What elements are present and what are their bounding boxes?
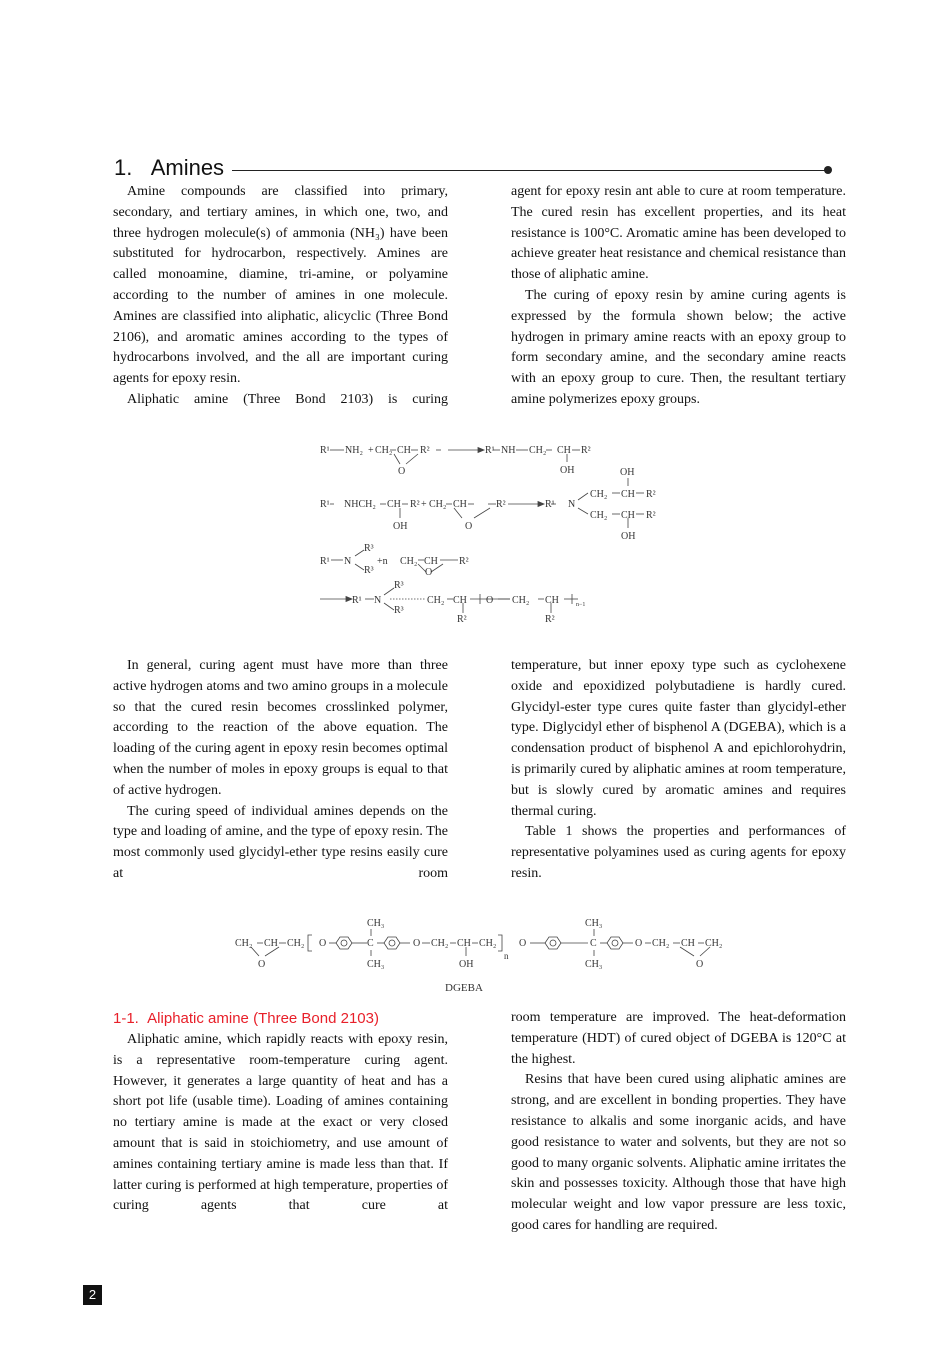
formula-label: R² <box>545 614 555 625</box>
formula-label: CH <box>453 595 467 606</box>
formula-label: +n <box>377 556 388 567</box>
formula-label: O <box>319 938 327 949</box>
formula-label: CH₃ <box>367 959 385 970</box>
dgeba-caption: DGEBA <box>445 982 483 994</box>
paragraph: The curing of epoxy resin by amine curing agents is expressed by the formula shown below; the active hydrogen in primary amine reacts with an epoxy group to form secondary amine, and the secondary amine reacts with an epoxy group to cure. Then, the resultant tertiary amine polymerizes epoxy groups. <box>511 287 846 407</box>
formula-label: R¹ <box>320 499 330 510</box>
middle-column-right <box>511 656 846 885</box>
formula-label: CH <box>545 595 559 606</box>
formula-label: O <box>696 959 704 970</box>
formula-label: CH₂ <box>375 445 393 456</box>
formula-label: R² <box>646 510 656 521</box>
formula-label: + <box>421 499 427 510</box>
formula-label: R³ <box>364 543 374 554</box>
formula-label: n <box>504 951 509 961</box>
section-heading <box>114 154 836 182</box>
paragraph: agent for epoxy resin ant able to cure at room temperature. The cured resin has excellent properties, and its heat resistance is 100°C. Aromatic amine has been developed to achieve greater heat resistance and chemical resistance than those of aliphatic amine. <box>511 184 846 283</box>
formula-label: CH₃ <box>585 918 603 929</box>
dgeba-structure <box>230 914 735 976</box>
formula-label: N <box>568 499 576 510</box>
formula-label: R¹ <box>352 595 362 606</box>
paragraph: room temperature are improved. The heat-deformation temperature (HDT) of cured object of DGEBA is 120°C at the highest. <box>511 1010 846 1067</box>
formula-label: CH₂ <box>400 556 418 567</box>
formula-label: CH₃ <box>367 918 385 929</box>
formula-label: CH <box>457 938 471 949</box>
formula-label: OH <box>621 531 636 542</box>
paragraph: Aliphatic amine (Three Bond 2103) is curing <box>127 391 448 407</box>
formula-label: CH <box>621 489 635 500</box>
formula-label: O <box>258 959 266 970</box>
formula-label: CH₂ <box>529 445 547 456</box>
formula-label: C <box>367 938 374 949</box>
formula-label: CH <box>621 510 635 521</box>
formula-label: R² <box>457 614 467 625</box>
intro-column-left <box>113 182 448 411</box>
formula-label: CH₂ <box>429 499 447 510</box>
paragraph: Resins that have been cured using aliphatic amines are strong, and are excellent in bonding properties. They have resistance to alkalis and some inorganic acids, and have good resistance to water and solvents, but they are not so good to many organic solvents. Aliphatic amine irritates the skin and possesses toxicity. Although those that have high molecular weight and low vapor pressure are less toxic, good cares for handling are required. <box>511 1072 846 1233</box>
formula-label: R¹ <box>320 556 330 567</box>
formula-label: CH₂ <box>479 938 497 949</box>
formula-label: NH₂ <box>345 445 363 456</box>
paragraph: Amine compounds are classified into primary, secondary, and tertiary amines, in which one, two, and three hydrogen molecule(s) of ammonia (NH₃) have been substituted for hydrocarbon, respectively. Amines are called monoamine, diamine, tri-amine, or polyamine according to the number of amines in one molecule. Amines are classified into aliphatic, alicyclic (Three Bond 2106), and aromatic amines according to the types of hydrocarbons involved, and the all are important curing agents for epoxy resin. <box>113 184 448 387</box>
subsection-column-left <box>113 1030 448 1217</box>
formula-label: CH <box>453 499 467 510</box>
formula-label: R² <box>420 445 430 456</box>
formula-label: NH <box>501 445 516 456</box>
formula-label: NHCH₂ <box>344 499 376 510</box>
formula-label: CH₂ <box>427 595 445 606</box>
subsection-title: 1-1. Aliphatic amine (Three Bond 2103) <box>113 1010 379 1027</box>
formula-label: CH₂ <box>512 595 530 606</box>
paragraph: The curing speed of individual amines depends on the type and loading of amine, and the type of epoxy resin. The most commonly used glycidyl-ether type resins easily cure at room <box>113 803 448 881</box>
formula-label: O <box>413 938 421 949</box>
formula-label: R¹ <box>545 499 555 510</box>
formula-label: CH₂ <box>590 510 608 521</box>
formula-label: CH₂ <box>652 938 670 949</box>
formula-label: CH <box>387 499 401 510</box>
formula-label: N <box>344 556 352 567</box>
formula-label: R³ <box>394 580 404 591</box>
formula-label: CH <box>424 556 438 567</box>
heading-bullet-dot <box>824 166 832 174</box>
formula-label: R³ <box>394 605 404 616</box>
formula-label: O <box>425 567 433 578</box>
paragraph: temperature, but inner epoxy type such as cyclohexene oxide and epoxidized polybutadiene is hardly cured. Glycidyl-ester type cures quite faster than glycidyl-ether type. Diglycidyl ether of bisphenol A (DGEBA), which is a condensation product of bisphenol A and epichlorohydrin, is primarily cured by aliphatic amines at room temperature, but is slowly cured by aromatic amines and requires thermal curing. <box>511 658 846 819</box>
section-title: 1. Amines <box>114 154 228 182</box>
formula-label: + <box>368 445 374 456</box>
paragraph: Table 1 shows the properties and performances of representative polyamines used as curing agents for epoxy resin. <box>511 824 846 881</box>
formula-label: R² <box>496 499 506 510</box>
formula-label: O <box>486 595 494 606</box>
formula-label: CH₂ <box>590 489 608 500</box>
formula-label: CH <box>681 938 695 949</box>
formula-label: OH <box>620 467 635 478</box>
formula-label: CH₂ <box>235 938 253 949</box>
formula-label: R³ <box>364 565 374 576</box>
formula-label: OH <box>459 959 474 970</box>
formula-label: CH₂ <box>287 938 305 949</box>
formula-label: CH₂ <box>431 938 449 949</box>
intro-column-right <box>511 182 846 411</box>
formula-label: R² <box>410 499 420 510</box>
formula-label: CH <box>397 445 411 456</box>
formula-label: CH <box>557 445 571 456</box>
paragraph: In general, curing agent must have more than three active hydrogen atoms and two amino groups in a molecule so that the cured resin becomes crosslinked polymer, according to the reaction of the above equation. The loading of the curing agent in epoxy resin becomes optimal when the number of moles in epoxy groups is equal to that of active hydrogen. <box>113 658 448 798</box>
eq-r1: R¹ <box>320 445 330 456</box>
formula-label: n−1 <box>576 602 586 608</box>
formula-label: N <box>374 595 382 606</box>
formula-label: R² <box>581 445 591 456</box>
formula-label: O <box>398 466 406 477</box>
formula-label: R² <box>459 556 469 567</box>
page-number: 2 <box>83 1285 102 1305</box>
paragraph: Aliphatic amine, which rapidly reacts with epoxy resin, is a representative room-temperature curing agent. However, it generates a large quantity of heat and has a short pot life (usable time). Loading of amines containing no tertiary amine is made at the exact or very closed amount that is said in stoichiometry, and use amount of amines containing tertiary amine is made less than that. If latter curing is performed at high temperature, properties of curing agents that cure at <box>113 1032 448 1214</box>
formula-label: O <box>465 521 473 532</box>
formula-label: OH <box>393 521 408 532</box>
formula-label: CH₃ <box>585 959 603 970</box>
amine-curing-equations <box>310 438 656 630</box>
subsection-column-right <box>511 1008 846 1237</box>
heading-rule <box>232 170 828 171</box>
formula-label: CH₂ <box>705 938 723 949</box>
middle-column-left <box>113 656 448 885</box>
formula-label: R² <box>646 489 656 500</box>
formula-label: OH <box>560 465 575 476</box>
formula-label: O <box>635 938 643 949</box>
formula-label: CH <box>264 938 278 949</box>
formula-label: C <box>590 938 597 949</box>
formula-label: R¹ <box>485 445 495 456</box>
formula-label: O <box>519 938 527 949</box>
